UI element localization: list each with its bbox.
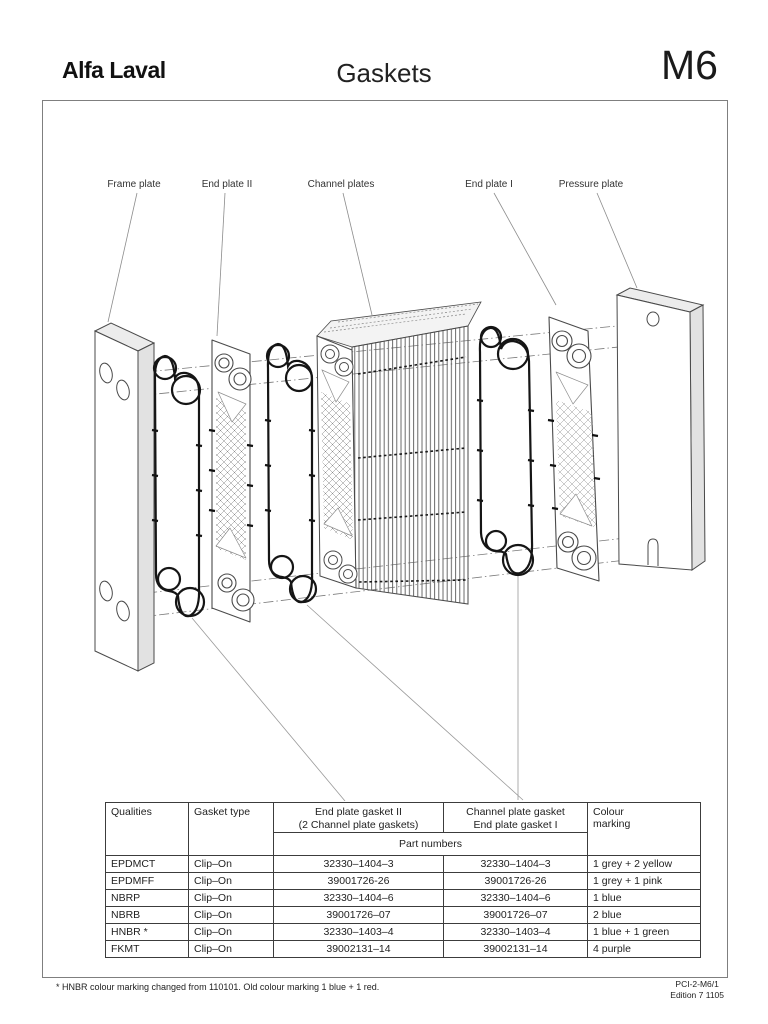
header-part-numbers: Part numbers [274,833,588,856]
document-reference [670,979,724,1001]
exploded-view-diagram [43,101,726,801]
cell-colour-marking: 2 blue [588,907,701,924]
cell-colour-marking: 1 blue + 1 green [588,924,701,941]
table-row [106,924,701,941]
cell-quality: EPDMCT [106,856,189,873]
table-row [106,873,701,890]
cell-part-number-2: 39001726-26 [444,873,588,890]
pressure-plate [617,288,705,570]
header-colour-marking: Colour marking [588,803,701,856]
label-end-plate-1: End plate I [465,179,513,190]
cell-quality: HNBR * [106,924,189,941]
end-plate-2 [209,340,254,622]
cell-part-number-2: 39001726–07 [444,907,588,924]
label-frame-plate: Frame plate [107,179,161,190]
cell-colour-marking: 1 grey + 1 pink [588,873,701,890]
alfa-laval-logo: Alfa Laval [62,57,166,83]
cell-quality: NBRB [106,907,189,924]
cell-part-number-1: 39001726-26 [274,873,444,890]
cell-part-number-2: 32330–1404–6 [444,890,588,907]
page-title: Gaskets [336,58,432,88]
cell-part-number-2: 39002131–14 [444,941,588,958]
header-end-plate-gasket-2: End plate gasket II (2 Channel plate gaskets) [274,803,444,833]
channel-plates [317,302,481,604]
footnote: * HNBR colour marking changed from 110101. Old colour marking 1 blue + 1 red. [56,982,380,992]
cell-part-number-1: 39002131–14 [274,941,444,958]
cell-part-number-1: 39001726–07 [274,907,444,924]
cell-gasket-type: Clip–On [189,924,274,941]
end-plate-2-gasket [152,356,204,616]
cell-part-number-1: 32330–1404–6 [274,890,444,907]
doc-ref-number: PCI-2-M6/1 [675,979,719,989]
cell-part-number-2: 32330–1403–4 [444,924,588,941]
table-row [106,856,701,873]
table-row [106,890,701,907]
cell-gasket-type: Clip–On [189,856,274,873]
cell-quality: FKMT [106,941,189,958]
cell-gasket-type: Clip–On [189,907,274,924]
cell-gasket-type: Clip–On [189,890,274,907]
doc-edition: Edition 7 1105 [670,990,724,1001]
cell-quality: EPDMFF [106,873,189,890]
model-designation: M6 [661,42,718,88]
gasket-parts-table [105,802,701,958]
end-plate-1-gasket [477,327,534,575]
end-plate-1 [548,317,600,581]
cell-colour-marking: 1 blue [588,890,701,907]
diagram-labels [107,179,623,190]
cell-gasket-type: Clip–On [189,941,274,958]
label-leader-lines [108,193,637,336]
label-end-plate-2: End plate II [201,179,253,190]
channel-plate-gasket [265,344,316,602]
frame-plate [95,323,154,671]
table-header-row [106,803,701,833]
cell-part-number-1: 32330–1403–4 [274,924,444,941]
label-channel-plates: Channel plates [307,179,375,190]
header-qualities: Qualities [106,803,189,856]
header-gasket-type: Gasket type [189,803,274,856]
cell-part-number-2: 32330–1404–3 [444,856,588,873]
header-channel-plate-gasket: Channel plate gasket End plate gasket I [444,803,588,833]
cell-colour-marking: 4 purple [588,941,701,958]
table-row [106,907,701,924]
label-pressure-plate: Pressure plate [558,179,624,190]
cell-colour-marking: 1 grey + 2 yellow [588,856,701,873]
table-row [106,941,701,958]
cell-quality: NBRP [106,890,189,907]
cell-part-number-1: 32330–1404–3 [274,856,444,873]
cell-gasket-type: Clip–On [189,873,274,890]
